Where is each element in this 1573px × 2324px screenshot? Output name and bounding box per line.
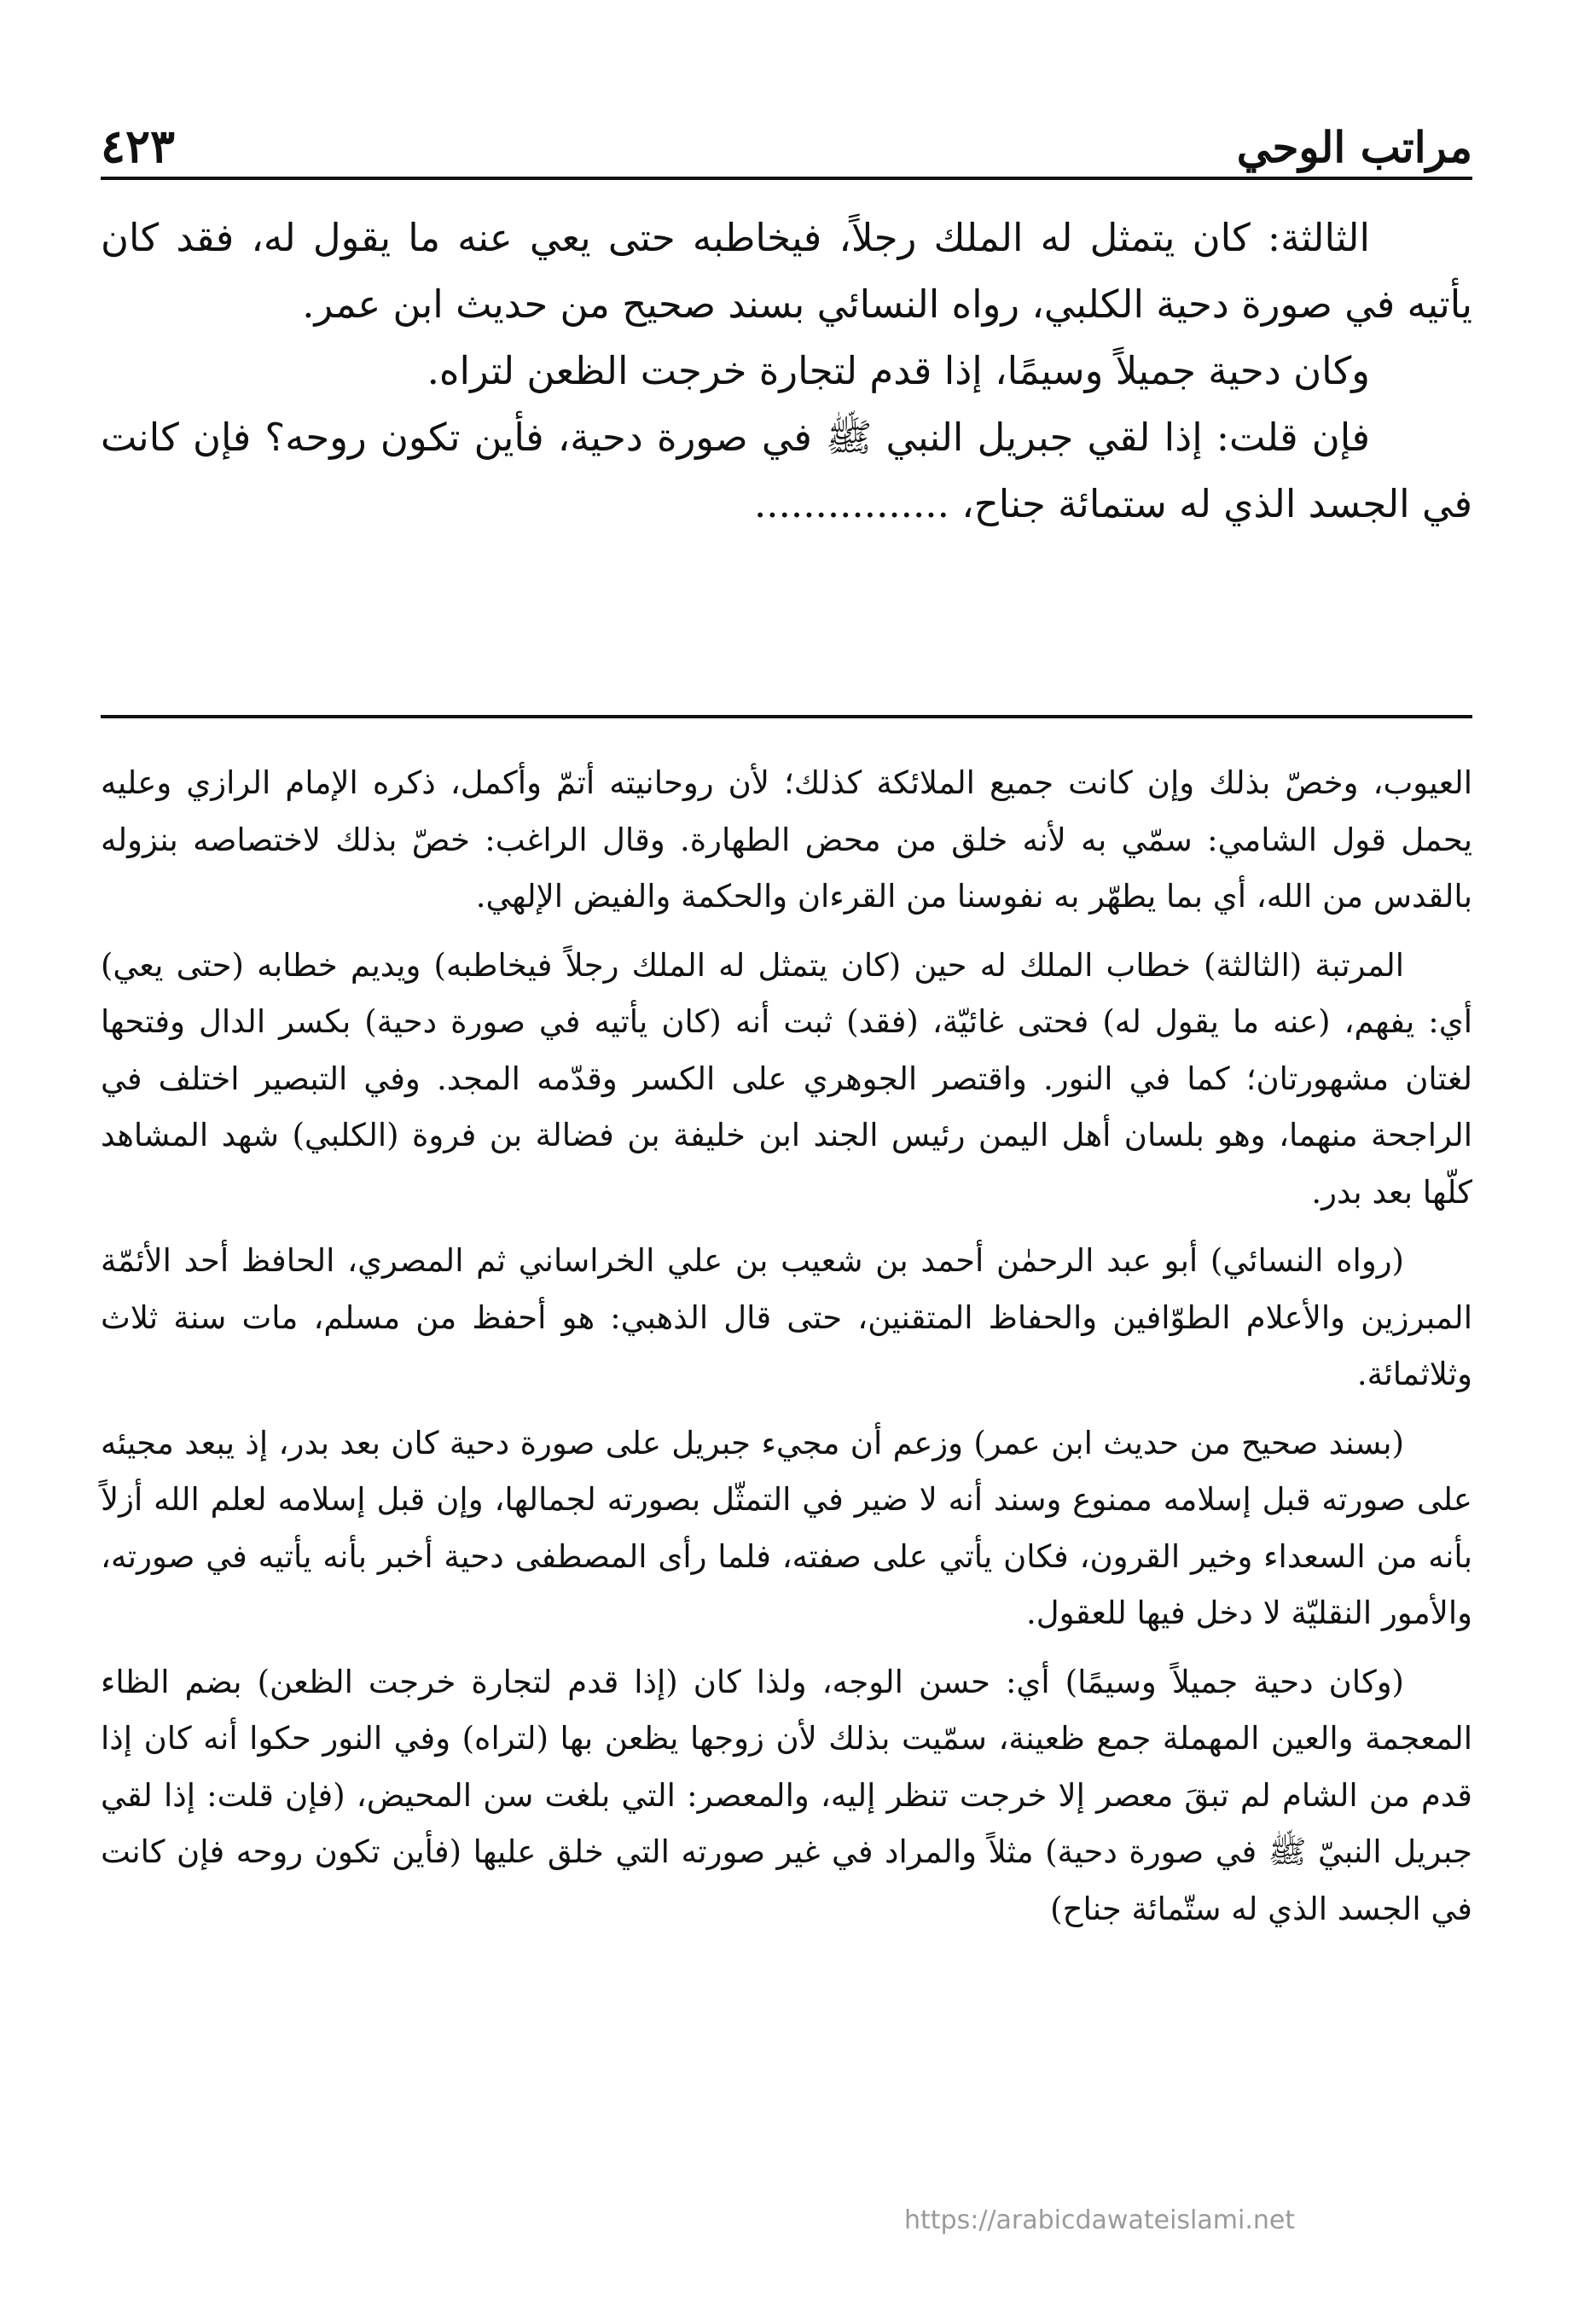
commentary-text <box>101 755 1472 2257</box>
watermark-url: https://arabicdawateislami.net <box>904 2205 1296 2235</box>
continuation-dots: ................ <box>754 481 949 526</box>
main-text-paragraph-2: وكان دحية جميلاً وسيمًا، إذا قدم لتجارة خرجت الظعن لتراه. <box>427 348 1370 393</box>
running-title: مراتب الوحي <box>1236 122 1472 172</box>
main-text <box>101 205 1472 704</box>
header-rule <box>101 177 1472 180</box>
main-text-paragraph-1: الثالثة: كان يتمثل له الملك رجلاً، فيخاطبه حتى يعي عنه ما يقول له، فقد كان يأتيه في صورة دحية الكلبي، رواه النسائي بسند صحيح من حديث ابن عمر. <box>101 215 1472 327</box>
commentary-paragraph-5: (وكان دحية جميلاً وسيمًا) أي: حسن الوجه، ولذا كان (إذا قدم لتجارة خرجت الظعن) بضم الظاء المعجمة والعين المهملة جمع ظعينة، سمّيت بذلك لأن زوجها يظعن بها (لتراه) وفي النور حكوا أنه كان إذا قدم من الشام لم تبقَ معصر إلا خرجت تنظر إليه، والمعصر: التي بلغت سن المحيض، (فإن قلت: إذا لقي جبريل النبيّ ﷺ في صورة دحية) مثلاً والمراد في غير صورته التي خلق عليها (فأين تكون روحه فإن كانت في الجسد الذي له ستّمائة جناح) <box>101 1663 1472 1927</box>
page-number: ٤٢٣ <box>101 119 176 173</box>
commentary-separator-rule <box>101 715 1472 718</box>
commentary-paragraph-4: (بسند صحيح من حديث ابن عمر) وزعم أن مجيء جبريل على صورة دحية كان بعد بدر، إذ يبعد مجيئه على صورته قبل إسلامه ممنوع وسند أنه لا ضير في التمثّل بصورته لجمالها، وإن قبل إسلامه لعلم الله أزلاً بأنه من السعداء وخير القرون، فكان يأتي على صفته، فلما رأى المصطفى دحية أخبر بأنه يأتيه في صورته، والأمور النقليّة لا دخل فيها للعقول. <box>101 1424 1472 1631</box>
main-text-paragraph-3-text: فإن قلت: إذا لقي جبريل النبي ﷺ في صورة دحية، فأين تكون روحه؟ فإن كانت في الجسد الذي له ستمائة جناح، <box>101 415 1472 526</box>
page-header <box>101 101 1472 173</box>
commentary-paragraph-2: المرتبة (الثالثة) خطاب الملك له حين (كان يتمثل له الملك رجلاً فيخاطبه) ويديم خطابه (حتى يعي) أي: يفهم، (عنه ما يقول له) فحتى غائيّة، (فقد) ثبت أنه (كان يأتيه في صورة دحية) بكسر الدال وفتحها لغتان مشهورتان؛ كما في النور. واقتصر الجوهري على الكسر وقدّمه المجد. وفي التبصير اختلف في الراجحة منهما، وهو بلسان أهل اليمن رئيس الجند ابن خليفة بن فضالة بن فروة (الكلبي) شهد المشاهد كلّها بعد بدر. <box>101 946 1472 1211</box>
main-text-paragraph-3 <box>101 404 1472 537</box>
commentary-paragraph-1: العيوب، وخصّ بذلك وإن كانت جميع الملائكة كذلك؛ لأن روحانيته أتمّ وأكمل، ذكره الإمام الرازي وعليه يحمل قول الشامي: سمّي به لأنه خلق من محض الطهارة. وقال الراغب: خصّ بذلك لاختصاصه بنزوله بالقدس من الله، أي بما يطهّر به نفوسنا من القرءان والحكمة والفيض الإلهي. <box>101 764 1472 915</box>
commentary-paragraph-3: (رواه النسائي) أبو عبد الرحمٰن أحمد بن شعيب بن علي الخراساني ثم المصري، الحافظ أحد الأئمّة المبرزين والأعلام الطوّافين والحفاظ المتقنين، حتى قال الذهبي: هو أحفظ من مسلم، مات سنة ثلاث وثلاثمائة. <box>101 1242 1472 1392</box>
